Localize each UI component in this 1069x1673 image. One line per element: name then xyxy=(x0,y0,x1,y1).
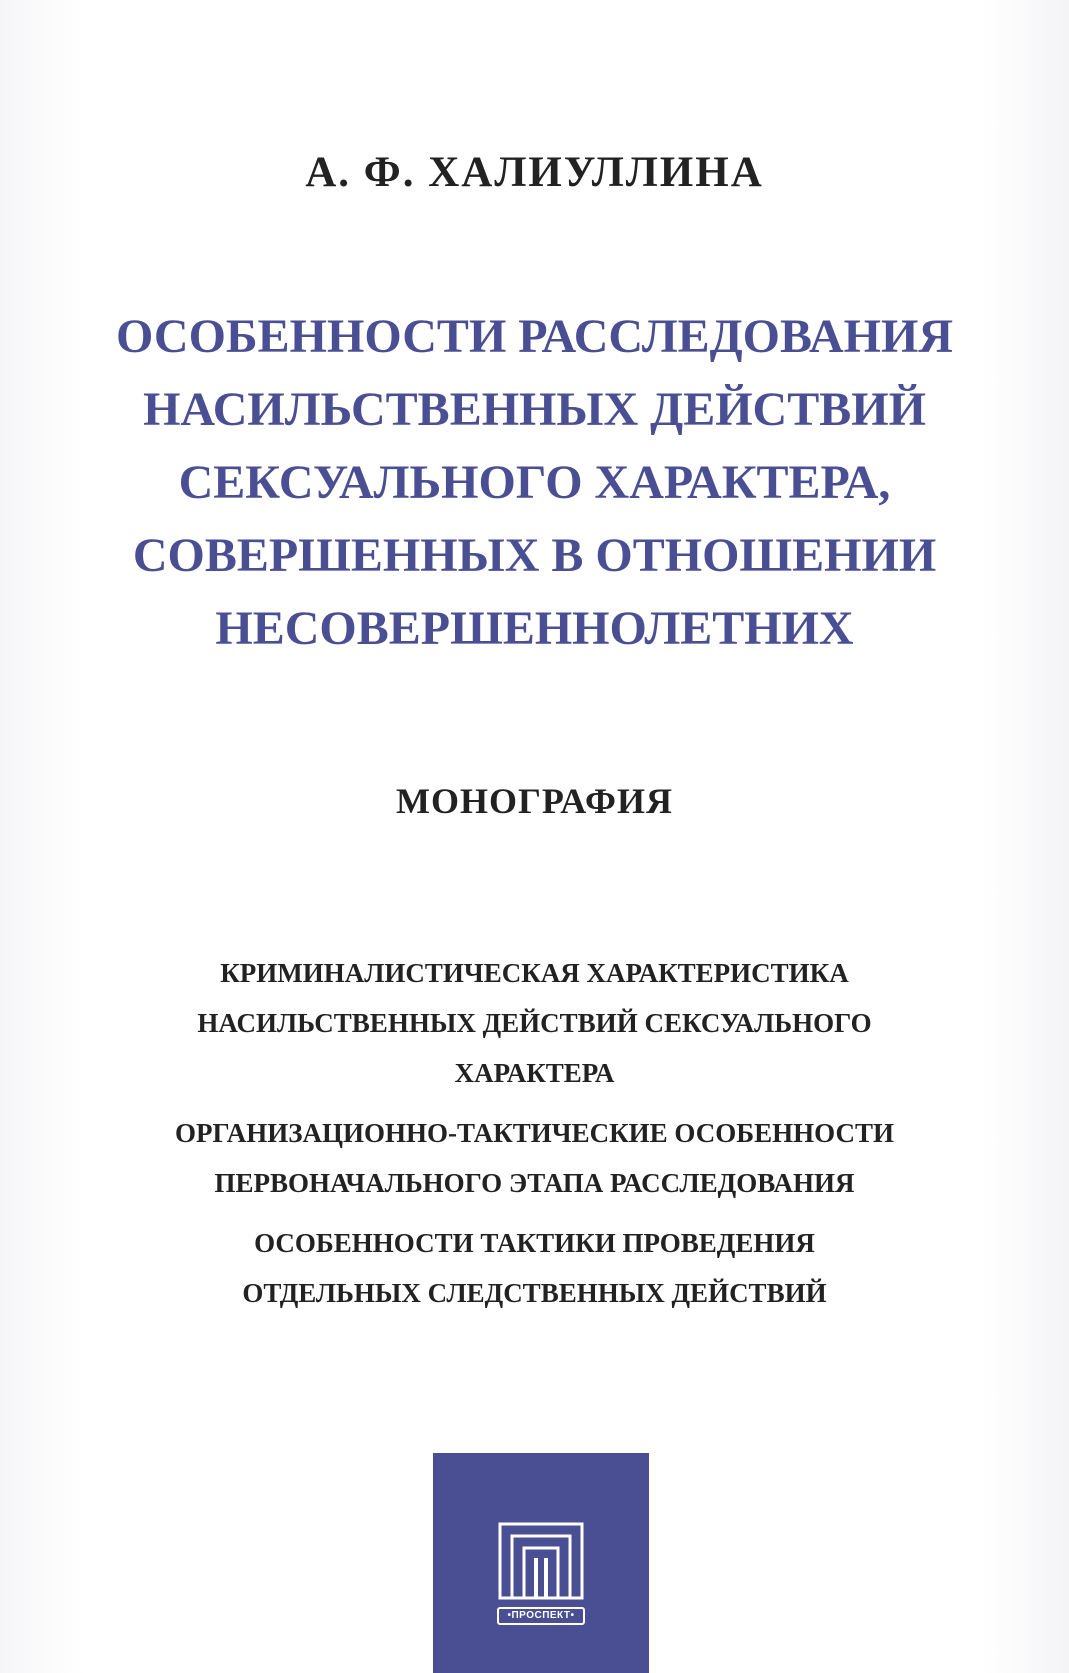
topic-line: НАСИЛЬСТВЕННЫХ ДЕЙСТВИЙ СЕКСУАЛЬНОГО xyxy=(197,1008,872,1038)
columns-gate-icon xyxy=(496,1520,586,1602)
topic-line: КРИМИНАЛИСТИЧЕСКАЯ ХАРАКТЕРИСТИКА xyxy=(220,958,849,988)
topics-list xyxy=(80,948,989,1328)
topic-item xyxy=(80,948,989,1098)
publisher-label: •ПРОСПЕКТ• xyxy=(497,1607,585,1625)
topic-item xyxy=(80,1108,989,1208)
topic-item xyxy=(80,1218,989,1318)
topic-line: ОСОБЕННОСТИ ТАКТИКИ ПРОВЕДЕНИЯ xyxy=(254,1228,815,1258)
topic-line: ПЕРВОНАЧАЛЬНОГО ЭТАПА РАССЛЕДОВАНИЯ xyxy=(214,1168,855,1198)
book-title xyxy=(60,300,1009,665)
book-genre: МОНОГРАФИЯ xyxy=(396,781,673,821)
title-line: СЕКСУАЛЬНОГО ХАРАКТЕРА, xyxy=(178,456,891,509)
topic-line: ОТДЕЛЬНЫХ СЛЕДСТВЕННЫХ ДЕЙСТВИЙ xyxy=(242,1278,827,1308)
title-line: ОСОБЕННОСТИ РАССЛЕДОВАНИЯ xyxy=(116,310,953,363)
title-line: НАСИЛЬСТВЕННЫХ ДЕЙСТВИЙ xyxy=(143,383,926,436)
author-name: А. Ф. ХАЛИУЛЛИНА xyxy=(305,149,764,196)
topic-line: ХАРАКТЕРА xyxy=(454,1058,615,1088)
title-line: СОВЕРШЕННЫХ В ОТНОШЕНИИ xyxy=(132,529,937,582)
topic-line: ОРГАНИЗАЦИОННО-ТАКТИЧЕСКИЕ ОСОБЕННОСТИ xyxy=(175,1118,894,1148)
title-line: НЕСОВЕРШЕННОЛЕТНИХ xyxy=(215,602,854,655)
